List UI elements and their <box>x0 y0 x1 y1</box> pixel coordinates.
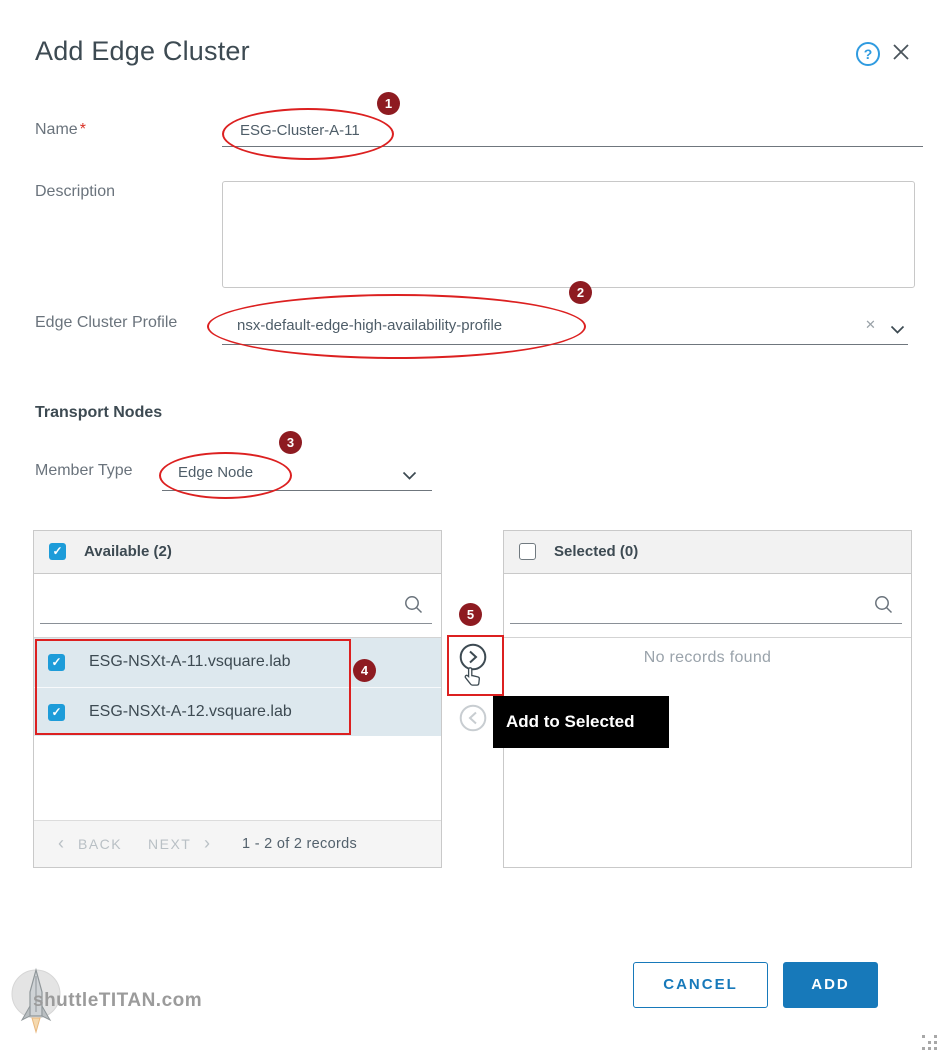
item-checkbox[interactable] <box>48 704 65 721</box>
list-item[interactable] <box>34 638 441 687</box>
description-label: Description <box>35 183 116 200</box>
page-title: Add Edge Cluster <box>35 36 250 66</box>
arrow-left-circle-icon <box>459 704 487 732</box>
profile-label: Edge Cluster Profile <box>35 314 178 331</box>
search-icon <box>404 595 423 619</box>
available-search-input[interactable] <box>42 604 376 623</box>
clear-icon[interactable]: ✕ <box>865 317 876 332</box>
member-type-select[interactable] <box>162 456 432 491</box>
back-button[interactable]: BACK <box>78 836 123 852</box>
back-chevron-icon[interactable]: ‹ <box>58 833 64 853</box>
available-panel <box>33 530 442 868</box>
profile-value[interactable]: nsx-default-edge-high-availability-profile <box>237 317 503 334</box>
available-list <box>34 638 441 736</box>
available-search-row <box>34 573 441 638</box>
annotation-badge-5: 5 <box>459 603 482 626</box>
pagination-bar <box>34 820 441 867</box>
available-select-all-checkbox[interactable] <box>49 543 66 560</box>
add-button[interactable]: ADD <box>783 962 878 1008</box>
chevron-down-icon[interactable] <box>890 322 905 340</box>
chevron-down-icon[interactable] <box>402 468 417 486</box>
selected-search-input[interactable] <box>512 604 846 623</box>
item-label: ESG-NSXt-A-12.vsquare.lab <box>89 703 292 720</box>
resize-grip[interactable] <box>922 1035 925 1038</box>
available-panel-header <box>34 531 441 574</box>
selected-header-label: Selected (0) <box>554 543 639 560</box>
selected-select-all-checkbox[interactable] <box>519 543 536 560</box>
transport-nodes-section-title: Transport Nodes <box>35 404 163 421</box>
tooltip: Add to Selected <box>493 696 669 748</box>
hand-cursor-icon <box>464 666 483 693</box>
available-header-label: Available (2) <box>84 543 172 560</box>
member-type-label: Member Type <box>35 462 133 479</box>
move-left-button[interactable] <box>459 704 487 737</box>
profile-combobox[interactable] <box>222 310 908 345</box>
member-type-value[interactable]: Edge Node <box>178 464 254 481</box>
cancel-button[interactable]: CANCEL <box>633 962 768 1008</box>
help-icon[interactable] <box>856 42 880 66</box>
annotation-badge-1: 1 <box>377 92 400 115</box>
search-underline <box>40 623 432 624</box>
annotation-badge-2: 2 <box>569 281 592 304</box>
list-item[interactable] <box>34 687 441 737</box>
selected-search-row <box>504 573 911 638</box>
records-count: 1 - 2 of 2 records <box>242 836 358 852</box>
annotation-badge-4: 4 <box>353 659 376 682</box>
required-asterisk: * <box>79 121 86 138</box>
next-button[interactable]: NEXT <box>148 836 192 852</box>
item-checkbox[interactable] <box>48 654 65 671</box>
empty-state-text: No records found <box>643 649 772 666</box>
selected-panel-header <box>504 531 911 574</box>
next-chevron-icon[interactable]: › <box>204 833 210 853</box>
item-label: ESG-NSXt-A-11.vsquare.lab <box>89 653 291 670</box>
close-icon[interactable] <box>891 42 911 62</box>
description-textarea[interactable] <box>222 181 915 288</box>
annotation-badge-3: 3 <box>279 431 302 454</box>
search-underline <box>510 623 902 624</box>
search-icon <box>874 595 893 619</box>
name-label: Name * <box>35 121 86 138</box>
name-input[interactable] <box>222 114 923 147</box>
watermark-text: shuttleTITAN.com <box>33 990 203 1011</box>
